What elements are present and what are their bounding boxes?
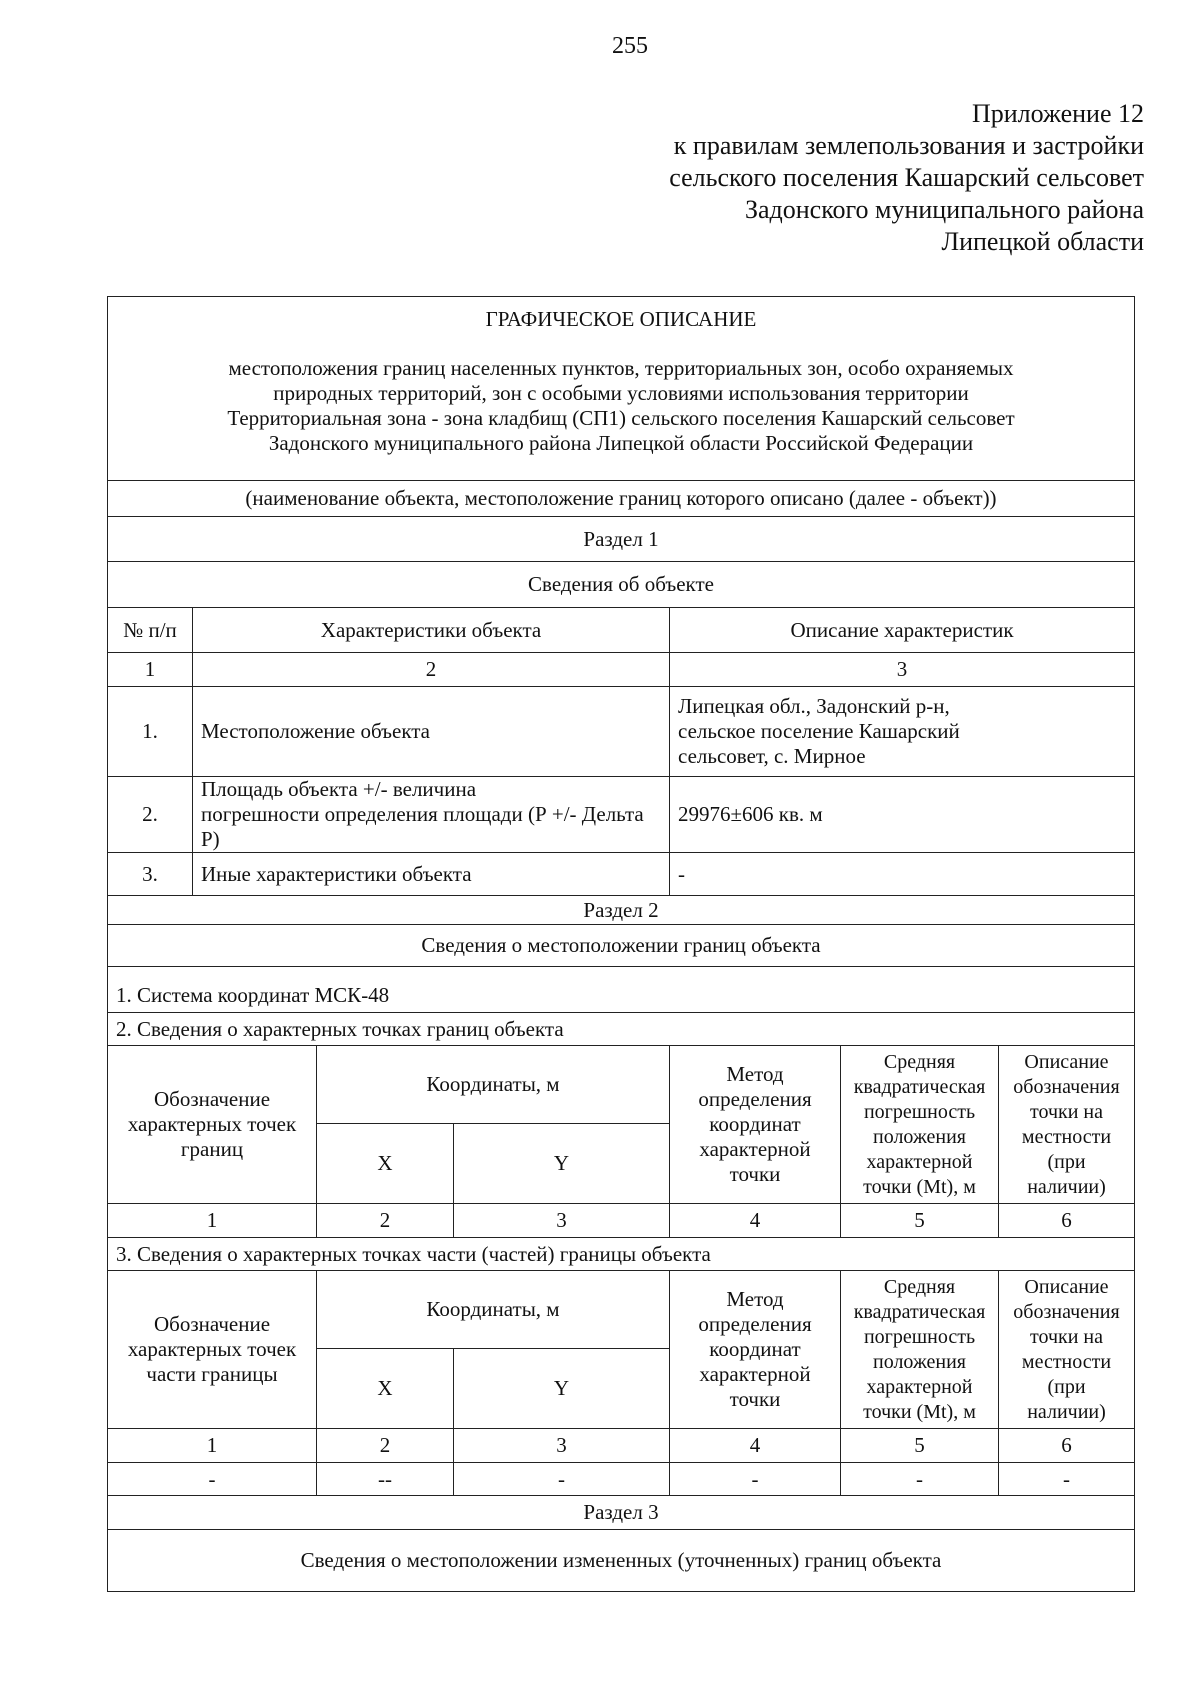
method-header: [670, 1046, 841, 1204]
section2-title: Раздел 2: [108, 896, 1135, 925]
col-header-characteristic: Характеристики объекта: [193, 608, 670, 653]
value-line: сельсовет, с. Мирное: [678, 744, 866, 768]
appendix-block: [669, 98, 1144, 258]
points-section-title: 2. Сведения о характерных точках границ объекта: [108, 1013, 1135, 1046]
table-row: [108, 777, 1135, 853]
page-number: 255: [612, 33, 648, 59]
row-value: [670, 687, 1135, 777]
col-number: 1: [108, 653, 193, 687]
characteristic-line: Площадь объекта +/- величина: [201, 777, 477, 801]
row-number: 1.: [108, 687, 193, 777]
col-header-description: Описание характеристик: [670, 608, 1135, 653]
header-line: наличии): [1027, 1400, 1106, 1423]
row-characteristic: Иные характеристики объекта: [193, 853, 670, 896]
header-line: положения: [873, 1125, 966, 1148]
point-description-header: [999, 1046, 1135, 1204]
header-line: границ: [180, 1137, 244, 1161]
col-number: 1: [108, 1204, 317, 1238]
x-header: X: [317, 1349, 454, 1429]
description-line: Территориальная зона - зона кладбищ (СП1) сельского поселения Кашарский сельсовет: [227, 406, 1015, 430]
header-line: погрешность: [863, 1100, 976, 1123]
coordinates-header: Координаты, м: [317, 1271, 670, 1349]
header-line: характерных точек: [127, 1337, 297, 1361]
col-number: 5: [841, 1204, 999, 1238]
designation-header: [108, 1271, 317, 1429]
cell-value: -: [999, 1463, 1135, 1496]
header-line: характерной точки: [699, 1137, 811, 1186]
section3-title: Раздел 3: [108, 1496, 1135, 1530]
header-line: точки (Mt), м: [863, 1400, 976, 1423]
section1-title: Раздел 1: [108, 517, 1135, 562]
document-header: [108, 297, 1135, 481]
appendix-line: Приложение 12: [971, 99, 1144, 128]
error-header: [841, 1271, 999, 1429]
header-line: точки на: [1029, 1325, 1104, 1348]
description-line: местоположения границ населенных пунктов, территориальных зон, особо охраняемых: [228, 356, 1014, 380]
header-line: Метод определения: [698, 1062, 812, 1111]
header-line: координат: [709, 1337, 801, 1361]
coordinate-system: 1. Система координат МСК-48: [108, 967, 1135, 1013]
method-header: [670, 1271, 841, 1429]
description-line: природных территорий, зон с особыми условиями использования территории: [273, 381, 969, 405]
header-line: обозначения: [1013, 1300, 1120, 1323]
row-value: -: [670, 853, 1135, 896]
row-characteristic: Местоположение объекта: [193, 687, 670, 777]
coordinates-header: Координаты, м: [317, 1046, 670, 1124]
col-header-number: № п/п: [108, 608, 193, 653]
header-line: части границы: [146, 1362, 278, 1386]
table-row: [108, 687, 1135, 777]
header-line: Метод определения: [698, 1287, 812, 1336]
header-line: квадратическая: [853, 1300, 986, 1323]
row-characteristic: [193, 777, 670, 853]
row-value: 29976±606 кв. м: [670, 777, 1135, 853]
header-line: погрешность: [863, 1325, 976, 1348]
col-number: 5: [841, 1429, 999, 1463]
col-number: 4: [670, 1429, 841, 1463]
cell-value: -: [454, 1463, 670, 1496]
section3-subtitle: Сведения о местоположении измененных (уточненных) границ объекта: [108, 1530, 1135, 1592]
header-line: характерной: [866, 1375, 973, 1398]
col-number: 2: [317, 1429, 454, 1463]
designation-header: [108, 1046, 317, 1204]
description-line: Задонского муниципального района Липецкой области Российской Федерации: [268, 431, 974, 455]
header-line: квадратическая: [853, 1075, 986, 1098]
col-number: 2: [193, 653, 670, 687]
col-number: 2: [317, 1204, 454, 1238]
row-number: 2.: [108, 777, 193, 853]
col-number: 3: [454, 1429, 670, 1463]
cell-value: -: [841, 1463, 999, 1496]
y-header: Y: [454, 1349, 670, 1429]
header-line: местности (при: [1021, 1125, 1112, 1173]
appendix-line: Липецкой области: [941, 227, 1144, 256]
table-row: [108, 1463, 1135, 1496]
header-line: координат: [709, 1112, 801, 1136]
row-number: 3.: [108, 853, 193, 896]
header-line: местности (при: [1021, 1350, 1112, 1398]
appendix-line: Задонского муниципального района: [744, 195, 1144, 224]
col-number: 3: [454, 1204, 670, 1238]
graphic-description-table: [107, 296, 1135, 1592]
header-line: Описание: [1024, 1275, 1109, 1298]
appendix-line: к правилам землепользования и застройки: [673, 131, 1144, 160]
header-line: характерной: [866, 1150, 973, 1173]
col-number: 6: [999, 1429, 1135, 1463]
parts-section-title: 3. Сведения о характерных точках части (частей) границы объекта: [108, 1238, 1135, 1271]
header-line: характерных точек: [127, 1112, 297, 1136]
cell-value: -: [108, 1463, 317, 1496]
header-line: обозначения: [1013, 1075, 1120, 1098]
characteristic-line: погрешности определения площади (Р +/- Дельта Р): [201, 802, 644, 851]
header-line: Описание: [1024, 1050, 1109, 1073]
appendix-line: сельского поселения Кашарский сельсовет: [669, 163, 1144, 192]
x-header: X: [317, 1124, 454, 1204]
header-line: точки (Mt), м: [863, 1175, 976, 1198]
value-line: сельское поселение Кашарский: [678, 719, 960, 743]
header-line: Средняя: [883, 1050, 956, 1073]
col-number: 3: [670, 653, 1135, 687]
header-line: Обозначение: [153, 1087, 271, 1111]
col-number: 4: [670, 1204, 841, 1238]
y-header: Y: [454, 1124, 670, 1204]
col-number: 1: [108, 1429, 317, 1463]
header-line: точки на: [1029, 1100, 1104, 1123]
col-number: 6: [999, 1204, 1135, 1238]
table-row: [108, 853, 1135, 896]
header-line: характерной точки: [699, 1362, 811, 1411]
document-title: ГРАФИЧЕСКОЕ ОПИСАНИЕ: [485, 307, 757, 331]
section2-subtitle: Сведения о местоположении границ объекта: [108, 925, 1135, 967]
object-caption: (наименование объекта, местоположение границ которого описано (далее - объект)): [108, 481, 1135, 517]
header-line: наличии): [1027, 1175, 1106, 1198]
cell-value: --: [317, 1463, 454, 1496]
header-line: положения: [873, 1350, 966, 1373]
cell-value: -: [670, 1463, 841, 1496]
value-line: Липецкая обл., Задонский р-н,: [678, 694, 950, 718]
header-line: Средняя: [883, 1275, 956, 1298]
point-description-header: [999, 1271, 1135, 1429]
error-header: [841, 1046, 999, 1204]
header-line: Обозначение: [153, 1312, 271, 1336]
section1-subtitle: Сведения об объекте: [108, 562, 1135, 608]
